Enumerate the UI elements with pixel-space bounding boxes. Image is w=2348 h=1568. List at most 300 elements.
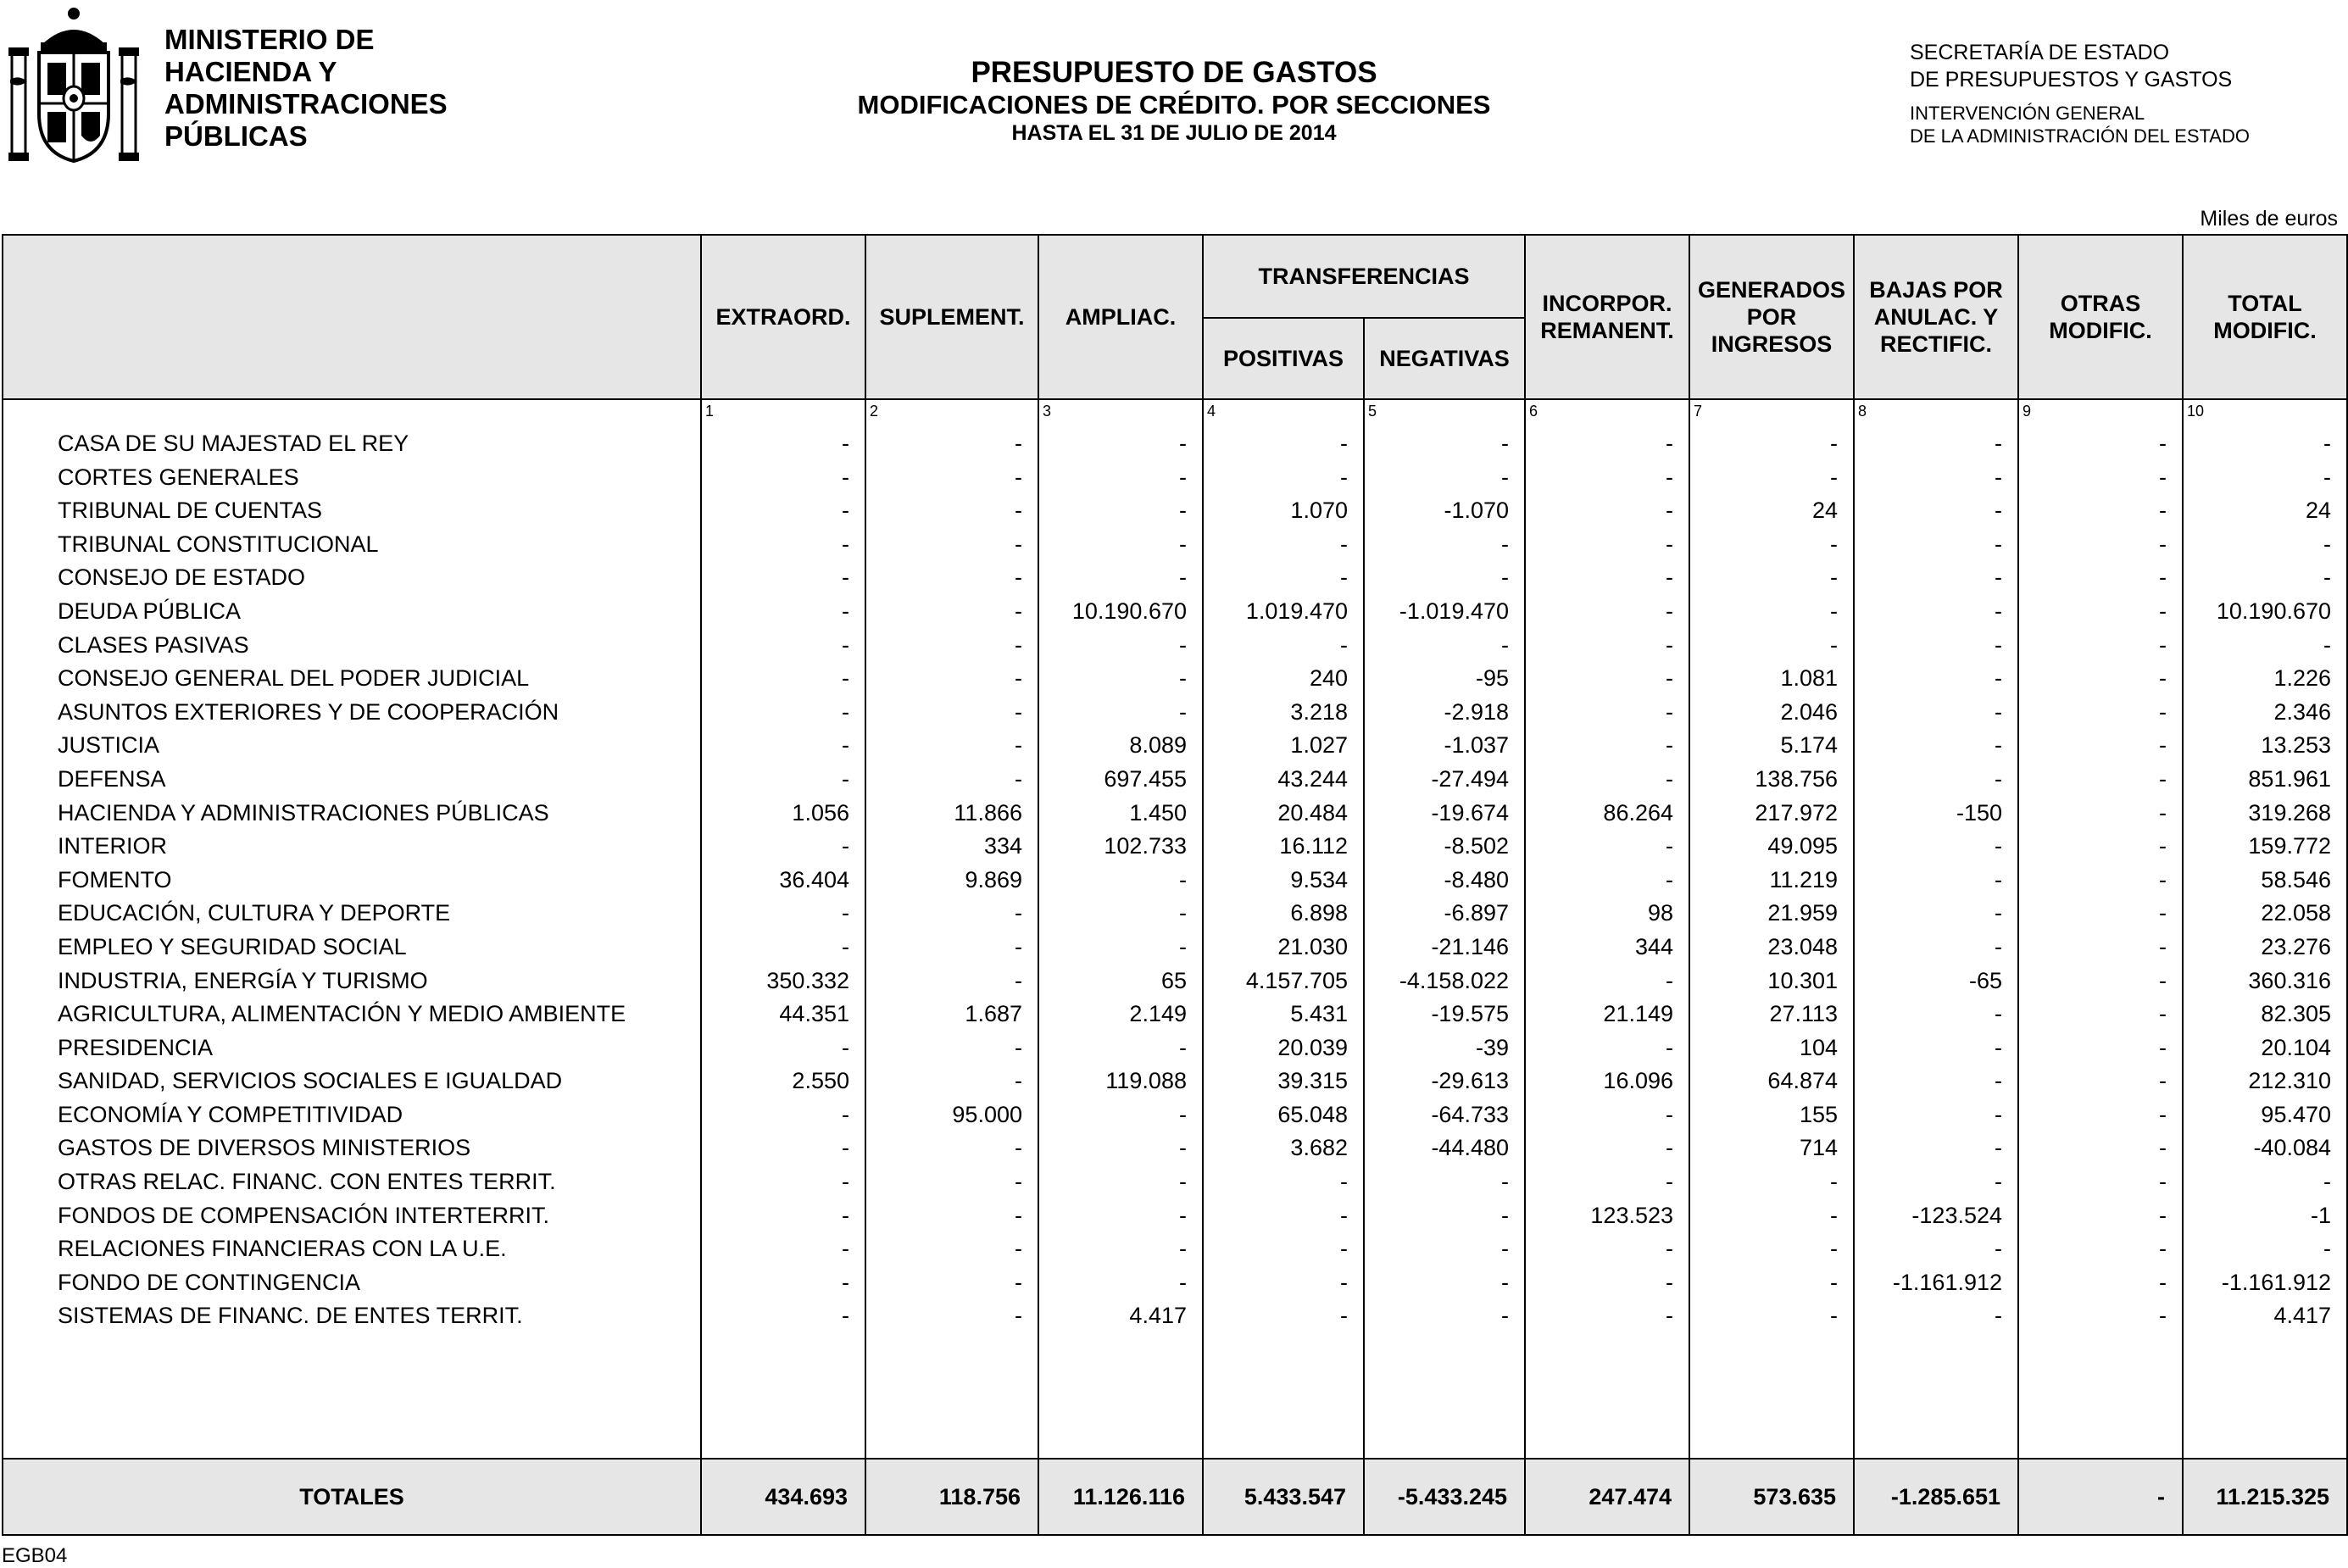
table-cell: -44.480 <box>1431 1135 1510 1161</box>
table-cell: -29.613 <box>1431 1068 1510 1094</box>
value-column-7 <box>1689 399 1854 1459</box>
section-name: CORTES GENERALES <box>58 464 299 490</box>
table-cell: - <box>2159 765 2167 792</box>
table-cell: 16.096 <box>1603 1068 1674 1094</box>
table-cell: - <box>2159 631 2167 658</box>
table-cell: - <box>2159 1068 2167 1094</box>
table-cell: - <box>2159 1101 2167 1127</box>
table-cell: - <box>1995 564 2003 591</box>
header-bajas <box>1854 235 2018 399</box>
table-cell: 3.218 <box>1290 698 1348 725</box>
table-cell: - <box>1995 464 2003 490</box>
table-cell: - <box>842 564 849 591</box>
table-cell: - <box>1501 1236 1510 1262</box>
table-cell: - <box>1830 1269 1839 1295</box>
table-cell: 20.039 <box>1277 1034 1348 1060</box>
table-cell: - <box>1015 1169 1022 1195</box>
table-cell: - <box>1995 1135 2003 1161</box>
column-number: 5 <box>1368 403 1377 420</box>
column-number: 7 <box>1694 403 1703 420</box>
table-cell: - <box>1830 598 1839 624</box>
header-otras <box>2018 235 2183 399</box>
section-name: CASA DE SU MAJESTAD EL REY <box>58 431 409 456</box>
table-cell: 21.149 <box>1603 1001 1674 1027</box>
section-names-column <box>3 399 701 1459</box>
table-cell: 344 <box>1634 933 1674 959</box>
table-cell: - <box>1995 1101 2003 1127</box>
table-cell: 212.310 <box>2248 1068 2332 1094</box>
table-cell: - <box>1340 531 1348 557</box>
table-cell: -1.070 <box>1444 498 1510 524</box>
table-cell: 39.315 <box>1277 1068 1348 1094</box>
table-cell: - <box>1501 531 1510 557</box>
table-cell: 23.048 <box>1767 933 1839 959</box>
table-cell: - <box>1995 1169 2003 1195</box>
section-name: EDUCACIÓN, CULTURA Y DEPORTE <box>58 900 451 926</box>
table-cell: 21.030 <box>1277 933 1348 959</box>
table-cell: - <box>2323 631 2332 658</box>
table-cell: - <box>1340 1202 1348 1228</box>
table-cell: - <box>1666 866 1674 892</box>
table-cell: - <box>1015 665 1022 692</box>
table-cell: - <box>1015 1135 1022 1161</box>
header-generados <box>1689 235 1854 399</box>
header-ampliac: AMPLIAC. <box>1038 235 1203 399</box>
table-cell: - <box>2159 967 2167 993</box>
section-name: TRIBUNAL DE CUENTAS <box>58 498 323 524</box>
table-cell: - <box>842 698 849 725</box>
table-cell: - <box>2159 564 2167 591</box>
table-cell: - <box>1015 1068 1022 1094</box>
header-bajas-line-1: BAJAS POR <box>1869 277 2003 303</box>
table-cell: - <box>2159 531 2167 557</box>
table-cell: - <box>842 1135 849 1161</box>
table-cell: -123.524 <box>1911 1202 2003 1228</box>
table-cell: -64.733 <box>1431 1101 1510 1127</box>
table-cell: - <box>1501 1202 1510 1228</box>
table-cell: 2.046 <box>1780 698 1839 725</box>
table-cell: - <box>2323 431 2332 456</box>
column-number: 4 <box>1207 403 1216 420</box>
table-cell: - <box>1995 598 2003 624</box>
total-cell-2: 118.756 <box>865 1459 1038 1535</box>
header-incorpor-line-2: REMANENT. <box>1540 318 1674 343</box>
table-cell: - <box>842 933 849 959</box>
header-incorpor-line-1: INCORPOR. <box>1542 291 1672 316</box>
table-cell: - <box>2159 1001 2167 1027</box>
table-cell: - <box>2159 1202 2167 1228</box>
table-cell: -21.146 <box>1431 933 1510 959</box>
header-bajas-line-2: ANULAC. Y <box>1873 304 1999 330</box>
table-cell: - <box>2159 1236 2167 1262</box>
table-cell: 6.898 <box>1290 900 1348 926</box>
table-cell: - <box>1995 665 2003 692</box>
table-cell: - <box>1015 531 1022 557</box>
table-cell: 11.866 <box>954 799 1022 826</box>
table-cell: 98 <box>1647 900 1674 926</box>
table-cell: - <box>2159 431 2167 456</box>
section-name: CONSEJO DE ESTADO <box>58 564 306 591</box>
table-cell: - <box>842 665 849 692</box>
table-cell: 95.000 <box>952 1101 1022 1127</box>
table-cell: - <box>1666 1236 1674 1262</box>
table-cell: - <box>1830 564 1839 591</box>
ministry-line-4: PÚBLICAS <box>164 120 308 152</box>
table-cell: 1.056 <box>792 799 849 826</box>
intervencion-block <box>1910 102 2250 147</box>
table-cell: 2.149 <box>1129 1001 1187 1027</box>
secretaria-line-1: SECRETARÍA DE ESTADO <box>1910 41 2170 64</box>
table-cell: 3.682 <box>1290 1135 1348 1161</box>
table-cell: - <box>1995 933 2003 959</box>
table-cell: 8.089 <box>1129 732 1187 759</box>
table-cell: - <box>842 464 849 490</box>
table-cell: - <box>1830 431 1839 456</box>
section-name: SANIDAD, SERVICIOS SOCIALES E IGUALDAD <box>58 1068 563 1094</box>
table-cell: - <box>1995 498 2003 524</box>
table-cell: - <box>842 1303 849 1329</box>
table-cell: 2.346 <box>2273 698 2332 725</box>
table-cell: 5.174 <box>1780 732 1839 759</box>
table-cell: - <box>2323 1169 2332 1195</box>
table-cell: 155 <box>1799 1101 1839 1127</box>
table-cell: - <box>1179 564 1187 591</box>
table-cell: 65.048 <box>1277 1101 1348 1127</box>
table-cell: - <box>1501 464 1510 490</box>
table-cell: - <box>1179 1236 1187 1262</box>
table-cell: - <box>1179 866 1187 892</box>
table-cell: - <box>1666 1269 1674 1295</box>
section-name: INTERIOR <box>58 833 168 859</box>
table-cell: - <box>1501 631 1510 658</box>
table-cell: - <box>842 598 849 624</box>
value-column-3 <box>1038 399 1203 1459</box>
section-name: HACIENDA Y ADMINISTRACIONES PÚBLICAS <box>58 799 549 826</box>
table-cell: - <box>2159 598 2167 624</box>
table-cell: - <box>1015 564 1022 591</box>
table-cell: - <box>1666 531 1674 557</box>
section-name: AGRICULTURA, ALIMENTACIÓN Y MEDIO AMBIENTE <box>58 1001 626 1027</box>
table-cell: - <box>1340 631 1348 658</box>
table-cell: - <box>1501 1303 1510 1329</box>
table-cell: - <box>1501 1169 1510 1195</box>
table-cell: - <box>1015 900 1022 926</box>
table-cell: - <box>842 1101 849 1127</box>
table-cell: 20.104 <box>2261 1034 2332 1060</box>
table-cell: - <box>2323 464 2332 490</box>
table-cell: 104 <box>1799 1034 1839 1060</box>
table-cell: - <box>1340 1269 1348 1295</box>
table-cell: - <box>842 1202 849 1228</box>
section-name: FONDO DE CONTINGENCIA <box>58 1269 361 1295</box>
table-cell: - <box>1995 833 2003 859</box>
column-number: 1 <box>705 403 715 420</box>
header-otras-line-1: OTRAS <box>2060 291 2141 316</box>
table-cell: - <box>2159 1034 2167 1060</box>
table-cell: 1.687 <box>965 1001 1022 1027</box>
table-cell: - <box>1015 1202 1022 1228</box>
table-cell: 123.523 <box>1590 1202 1674 1228</box>
table-cell: -19.575 <box>1431 1001 1510 1027</box>
table-cell: - <box>842 1269 849 1295</box>
secretaria-line-2: DE PRESUPUESTOS Y GASTOS <box>1910 68 2233 92</box>
table-cell: - <box>1666 1034 1674 1060</box>
table-cell: - <box>1995 531 2003 557</box>
table-cell: -150 <box>1956 799 2003 826</box>
table-cell: 24 <box>2305 498 2332 524</box>
secretaria-block <box>1910 39 2232 93</box>
table-cell: 43.244 <box>1277 765 1348 792</box>
table-cell: - <box>1015 967 1022 993</box>
value-column-1 <box>701 399 865 1459</box>
document-code: EGB04 <box>2 1544 68 1567</box>
table-cell: -27.494 <box>1431 765 1510 792</box>
table-cell: 36.404 <box>779 866 849 892</box>
table-cell: - <box>1501 564 1510 591</box>
table-cell: - <box>2159 799 2167 826</box>
report-period: HASTA EL 31 DE JULIO DE 2014 <box>1011 121 1337 145</box>
table-cell: - <box>1666 1169 1674 1195</box>
table-cell: - <box>1666 732 1674 759</box>
section-name: DEUDA PÚBLICA <box>58 598 242 624</box>
header-total <box>2183 235 2347 399</box>
table-cell: - <box>1340 1236 1348 1262</box>
table-cell: - <box>842 531 849 557</box>
table-cell: - <box>1015 431 1022 456</box>
table-cell: 27.113 <box>1769 1001 1839 1027</box>
intervencion-line-1: INTERVENCIÓN GENERAL <box>1910 103 2145 124</box>
total-cell-4: 5.433.547 <box>1203 1459 1364 1535</box>
report-subtitle: MODIFICACIONES DE CRÉDITO. POR SECCIONES <box>857 90 1491 120</box>
table-cell: - <box>1179 464 1187 490</box>
table-cell: -1.019.470 <box>1399 598 1510 624</box>
table-cell: -4.158.022 <box>1399 967 1510 993</box>
table-cell: 58.546 <box>2261 866 2332 892</box>
section-name: GASTOS DE DIVERSOS MINISTERIOS <box>58 1135 471 1161</box>
table-cell: - <box>2323 531 2332 557</box>
table-cell: 16.112 <box>1279 833 1348 859</box>
ministry-line-3: ADMINISTRACIONES <box>164 88 448 120</box>
table-cell: - <box>1179 1101 1187 1127</box>
modifications-table <box>2 234 2348 1536</box>
table-cell: - <box>1340 1169 1348 1195</box>
table-cell: - <box>1995 765 2003 792</box>
section-name: ASUNTOS EXTERIORES Y DE COOPERACIÓN <box>58 698 559 725</box>
table-cell: - <box>2159 464 2167 490</box>
table-cell: - <box>1995 1236 2003 1262</box>
header-transferencias: TRANSFERENCIAS <box>1203 235 1525 318</box>
units-label: Miles de euros <box>2200 207 2338 231</box>
table-cell: - <box>1830 1169 1839 1195</box>
table-cell: - <box>1015 933 1022 959</box>
table-cell: - <box>1179 431 1187 456</box>
table-cell: - <box>842 732 849 759</box>
section-name: FONDOS DE COMPENSACIÓN INTERTERRIT. <box>58 1202 550 1228</box>
table-cell: - <box>2323 1236 2332 1262</box>
table-cell: 138.756 <box>1755 765 1839 792</box>
table-cell: - <box>2159 933 2167 959</box>
table-cell: - <box>842 1169 849 1195</box>
table-cell: - <box>1015 732 1022 759</box>
table-cell: - <box>1179 498 1187 524</box>
table-cell: 1.070 <box>1290 498 1348 524</box>
table-cell: 1.450 <box>1129 799 1187 826</box>
total-cell-7: 573.635 <box>1689 1459 1854 1535</box>
table-cell: - <box>1995 900 2003 926</box>
table-cell: - <box>1666 967 1674 993</box>
table-cell: - <box>842 1034 849 1060</box>
table-cell: - <box>1666 765 1674 792</box>
table-cell: 4.417 <box>2273 1303 2332 1329</box>
table-cell: - <box>1015 1034 1022 1060</box>
table-cell: - <box>1666 1101 1674 1127</box>
table-cell: - <box>1830 1202 1839 1228</box>
table-cell: 23.276 <box>2261 933 2332 959</box>
header-total-line-1: TOTAL <box>2228 291 2302 316</box>
table-cell: -1 <box>2311 1202 2332 1228</box>
total-cell-5: -5.433.245 <box>1364 1459 1525 1535</box>
table-cell: - <box>1995 732 2003 759</box>
header-bajas-line-3: RECTIFIC. <box>1880 331 1993 357</box>
value-column-8 <box>1854 399 2018 1459</box>
table-cell: - <box>1179 531 1187 557</box>
table-cell: 10.301 <box>1767 967 1839 993</box>
table-cell: - <box>1666 1303 1674 1329</box>
ministry-line-2: HACIENDA Y <box>164 56 337 87</box>
table-cell: - <box>1995 866 2003 892</box>
table-cell: - <box>1015 765 1022 792</box>
table-cell: - <box>1179 698 1187 725</box>
table-cell: 22.058 <box>2261 900 2332 926</box>
table-cell: 5.431 <box>1290 1001 1348 1027</box>
table-cell: - <box>1015 464 1022 490</box>
value-column-10 <box>2183 399 2347 1459</box>
table-cell: - <box>1995 1034 2003 1060</box>
table-cell: - <box>2159 732 2167 759</box>
table-cell: - <box>1666 431 1674 456</box>
section-name: CLASES PASIVAS <box>58 631 249 658</box>
table-cell: 334 <box>983 833 1022 859</box>
table-cell: - <box>1666 498 1674 524</box>
table-cell: - <box>1179 1202 1187 1228</box>
table-cell: - <box>2159 1303 2167 1329</box>
section-name: INDUSTRIA, ENERGÍA Y TURISMO <box>58 967 428 993</box>
table-cell: - <box>1015 698 1022 725</box>
table-cell: - <box>1995 1303 2003 1329</box>
table-cell: - <box>1995 698 2003 725</box>
table-cell: - <box>1666 598 1674 624</box>
header-incorpor <box>1525 235 1689 399</box>
table-cell: - <box>1179 665 1187 692</box>
table-cell: - <box>1340 1303 1348 1329</box>
total-cell-9: - <box>2018 1459 2183 1535</box>
table-cell: - <box>2159 900 2167 926</box>
table-cell: - <box>842 765 849 792</box>
table-cell: 10.190.670 <box>2216 598 2332 624</box>
table-cell: - <box>1666 665 1674 692</box>
table-cell: - <box>1666 698 1674 725</box>
table-cell: - <box>2159 665 2167 692</box>
column-number: 2 <box>870 403 879 420</box>
header-generados-line-2: POR <box>1746 304 1797 330</box>
table-cell: - <box>842 431 849 456</box>
table-cell: 1.081 <box>1780 665 1839 692</box>
header-generados-line-3: INGRESOS <box>1711 331 1833 357</box>
table-cell: 13.253 <box>2261 732 2332 759</box>
table-cell: - <box>1015 1269 1022 1295</box>
table-cell: 49.095 <box>1767 833 1839 859</box>
table-cell: - <box>1015 1236 1022 1262</box>
table-cell: - <box>1179 631 1187 658</box>
table-cell: - <box>1666 464 1674 490</box>
section-header-cell <box>3 235 701 399</box>
table-cell: 9.869 <box>965 866 1022 892</box>
table-cell: 64.874 <box>1767 1068 1839 1094</box>
table-cell: -95 <box>1475 665 1510 692</box>
value-column-2 <box>865 399 1038 1459</box>
column-number: 6 <box>1529 403 1538 420</box>
header-extraord: EXTRAORD. <box>701 235 865 399</box>
table-cell: 2.550 <box>792 1068 849 1094</box>
table-cell: 95.470 <box>2261 1101 2332 1127</box>
table-cell: - <box>842 498 849 524</box>
table-cell: 217.972 <box>1755 799 1839 826</box>
table-cell: 119.088 <box>1105 1068 1187 1094</box>
table-cell: -1.161.912 <box>2221 1269 2332 1295</box>
table-cell: - <box>2159 1269 2167 1295</box>
table-cell: 1.027 <box>1290 732 1348 759</box>
total-cell-1: 434.693 <box>701 1459 865 1535</box>
table-cell: - <box>842 900 849 926</box>
table-cell: - <box>1995 631 2003 658</box>
table-cell: - <box>1179 1269 1187 1295</box>
totals-label: TOTALES <box>3 1459 701 1535</box>
table-cell: 86.264 <box>1603 799 1674 826</box>
table-cell: - <box>2159 833 2167 859</box>
table-cell: - <box>1995 1068 2003 1094</box>
table-cell: 4.417 <box>1129 1303 1187 1329</box>
column-number: 9 <box>2023 403 2032 420</box>
table-cell: - <box>1666 564 1674 591</box>
report-title: PRESUPUESTO DE GASTOS <box>971 56 1377 89</box>
total-cell-3: 11.126.116 <box>1038 1459 1203 1535</box>
table-cell: 240 <box>1309 665 1348 692</box>
header-otras-line-2: MODIFIC. <box>2049 318 2152 343</box>
table-cell: - <box>2159 1135 2167 1161</box>
table-cell: 65 <box>1160 967 1187 993</box>
table-cell: -1.161.912 <box>1892 1269 2003 1295</box>
table-cell: 20.484 <box>1277 799 1348 826</box>
header-negativas: NEGATIVAS <box>1364 318 1525 399</box>
table-cell: -1.037 <box>1444 732 1510 759</box>
table-cell: - <box>1666 833 1674 859</box>
table-cell: - <box>1501 1269 1510 1295</box>
table-cell: - <box>2159 498 2167 524</box>
table-cell: -65 <box>1968 967 2003 993</box>
table-cell: 1.226 <box>2273 665 2332 692</box>
table-cell: - <box>1830 464 1839 490</box>
section-name: TRIBUNAL CONSTITUCIONAL <box>58 531 379 557</box>
table-cell: - <box>1830 1303 1839 1329</box>
section-name: PRESIDENCIA <box>58 1034 214 1060</box>
header-generados-line-1: GENERADOS <box>1698 277 1846 303</box>
table-cell: 44.351 <box>779 1001 849 1027</box>
section-name: ECONOMÍA Y COMPETITIVIDAD <box>58 1101 403 1127</box>
table-cell: 21.959 <box>1767 900 1839 926</box>
header-suplement: SUPLEMENT. <box>865 235 1038 399</box>
table-cell: - <box>1179 1135 1187 1161</box>
table-cell: - <box>2159 1169 2167 1195</box>
